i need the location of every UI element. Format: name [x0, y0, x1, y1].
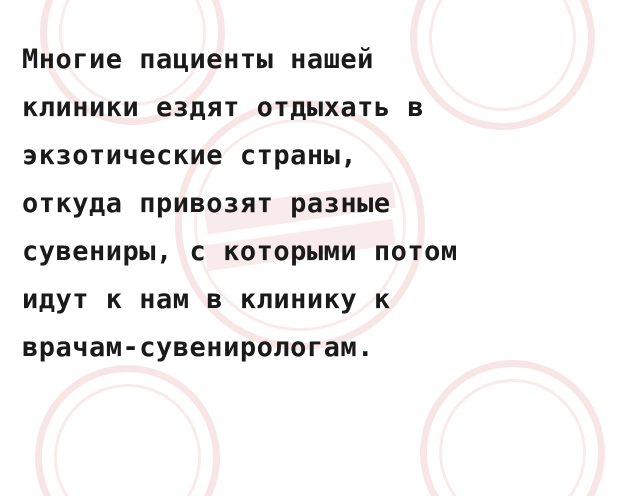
joke-line: экзотические страны,: [22, 140, 358, 171]
watermark-stamp-bottom-right-icon: [420, 360, 605, 496]
watermark-stamp-bottom-left-icon: [35, 365, 220, 496]
joke-line: откуда привозят разные: [22, 188, 391, 219]
joke-text-block: [0, 36, 640, 372]
joke-line: Многие пациенты нашей: [22, 44, 374, 75]
joke-line: врачам-сувенирологам.: [22, 332, 374, 363]
joke-line: идут к нам в клинику к: [22, 284, 391, 315]
joke-line: сувениры, с которыми потом: [22, 236, 458, 267]
joke-line: клиники ездят отдыхать в: [22, 92, 425, 123]
